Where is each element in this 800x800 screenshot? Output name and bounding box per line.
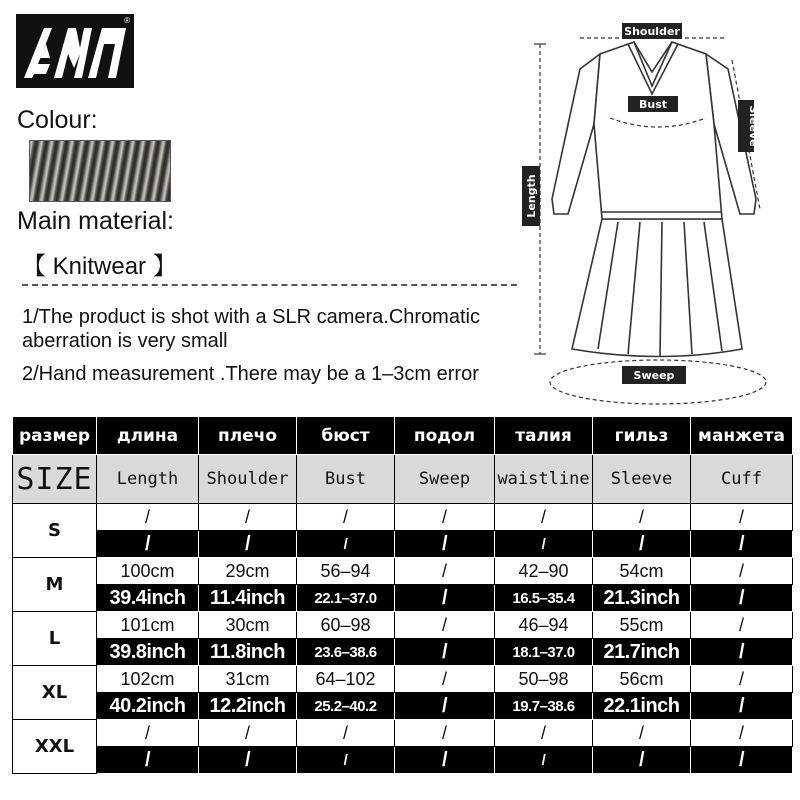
inch-value-cell: / [495,747,593,774]
size-cell: XXL [13,720,97,774]
cm-value-cell: / [495,720,593,747]
sleeve-label: Sleeve [747,105,760,147]
cm-value-cell: / [593,504,691,531]
shoulder-label: Shoulder [624,25,680,38]
inch-value-cell: 22.1inch [593,693,691,720]
cm-value-cell: / [395,666,495,693]
cm-value-cell: / [691,504,793,531]
header-ru-cell: талия [495,417,593,455]
size-cell: L [13,612,97,666]
cm-value-cell: / [395,720,495,747]
inch-value-cell: / [395,585,495,612]
cm-value-cell: / [691,612,793,639]
inch-value-cell: 16.5–35.4 [495,585,593,612]
cm-value-cell: / [691,720,793,747]
size-cell: XL [13,666,97,720]
table-row-cm [13,558,793,585]
inch-value-cell: 39.8inch [97,639,199,666]
cm-value-cell: 29cm [199,558,297,585]
size-chart-table [12,416,793,774]
table-row-cm [13,666,793,693]
table-row-cm [13,612,793,639]
divider [22,284,517,286]
inch-value-cell: 21.3inch [593,585,691,612]
size-cell: M [13,558,97,612]
table-row-cm [13,504,793,531]
inch-value-cell: / [691,585,793,612]
garment-diagram [510,14,790,414]
header-ru-cell: подол [395,417,495,455]
inch-value-cell: 25.2–40.2 [297,693,395,720]
cm-value-cell: 46–94 [495,612,593,639]
cm-value-cell: 102cm [97,666,199,693]
cm-value-cell: / [691,558,793,585]
inch-value-cell: / [97,747,199,774]
inch-value-cell: / [199,531,297,558]
inch-value-cell: / [495,531,593,558]
cm-value-cell: / [593,720,691,747]
inch-value-cell: / [297,747,395,774]
cm-value-cell: 101cm [97,612,199,639]
length-label: Length [525,174,538,218]
cm-value-cell: 30cm [199,612,297,639]
cm-value-cell: 55cm [593,612,691,639]
header-ru-cell: длина [97,417,199,455]
material-value: 【 Knitwear 】 [22,253,177,280]
header-ru-cell: бюст [297,417,395,455]
cm-value-cell: 100cm [97,558,199,585]
header-en-cell: SIZE [13,455,97,504]
header-en-cell: waistline [495,455,593,504]
table-row-inch [13,639,793,666]
cm-value-cell: 50–98 [495,666,593,693]
inch-value-cell: / [691,531,793,558]
note-measurement: 2/Hand measurement .There may be a 1–3cm error [22,363,479,385]
inch-value-cell: 21.7inch [593,639,691,666]
cm-value-cell: / [297,720,395,747]
cm-value-cell: / [395,558,495,585]
inch-value-cell: 23.6–38.6 [297,639,395,666]
header-row-en [13,455,793,504]
inch-value-cell: / [395,531,495,558]
header-en-cell: Sleeve [593,455,691,504]
header-en-cell: Length [97,455,199,504]
inch-value-cell: / [691,747,793,774]
table-row-inch [13,747,793,774]
cm-value-cell: / [297,504,395,531]
bust-label: Bust [638,98,668,111]
cm-value-cell: 31cm [199,666,297,693]
inch-value-cell: / [97,531,199,558]
header-ru-cell: манжета [691,417,793,455]
inch-value-cell: / [297,531,395,558]
table-row-cm [13,720,793,747]
header-ru-cell: плечо [199,417,297,455]
header-en-cell: Sweep [395,455,495,504]
cm-value-cell: 56cm [593,666,691,693]
inch-value-cell: / [395,693,495,720]
inch-value-cell: 12.2inch [199,693,297,720]
cm-value-cell: / [97,720,199,747]
cm-value-cell: 56–94 [297,558,395,585]
inch-value-cell: / [593,531,691,558]
cm-value-cell: / [495,504,593,531]
cm-value-cell: / [199,720,297,747]
sweep-label: Sweep [633,369,675,382]
inch-value-cell: 19.7–38.6 [495,693,593,720]
material-label: Main material: [17,207,174,235]
inch-value-cell: / [395,747,495,774]
table-row-inch [13,585,793,612]
header-en-cell: Cuff [691,455,793,504]
header-ru-cell: размер [13,417,97,455]
cm-value-cell: 60–98 [297,612,395,639]
inch-value-cell: 39.4inch [97,585,199,612]
inch-value-cell: / [199,747,297,774]
colour-swatch [29,140,171,202]
inch-value-cell: 22.1–37.0 [297,585,395,612]
inch-value-cell: 40.2inch [97,693,199,720]
header-ru-cell: гильз [593,417,691,455]
logo-mark [16,14,134,88]
cm-value-cell: 64–102 [297,666,395,693]
cm-value-cell: 42–90 [495,558,593,585]
brand-logo [16,14,134,88]
inch-value-cell: / [691,639,793,666]
cm-value-cell: 54cm [593,558,691,585]
inch-value-cell: / [395,639,495,666]
note-camera: 1/The product is shot with a SLR camera.Chromatic aberration is very small [22,306,480,352]
cm-value-cell: / [97,504,199,531]
inch-value-cell: 11.4inch [199,585,297,612]
size-cell: S [13,504,97,558]
inch-value-cell: / [691,693,793,720]
cm-value-cell: / [395,504,495,531]
cm-value-cell: / [199,504,297,531]
table-row-inch [13,693,793,720]
cm-value-cell: / [395,612,495,639]
inch-value-cell: 18.1–37.0 [495,639,593,666]
header-en-cell: Shoulder [199,455,297,504]
colour-label: Colour: [17,106,98,134]
inch-value-cell: 11.8inch [199,639,297,666]
header-row-ru [13,417,793,455]
table-row-inch [13,531,793,558]
registered-mark: ® [124,16,130,25]
header-en-cell: Bust [297,455,395,504]
inch-value-cell: / [593,747,691,774]
cm-value-cell: / [691,666,793,693]
